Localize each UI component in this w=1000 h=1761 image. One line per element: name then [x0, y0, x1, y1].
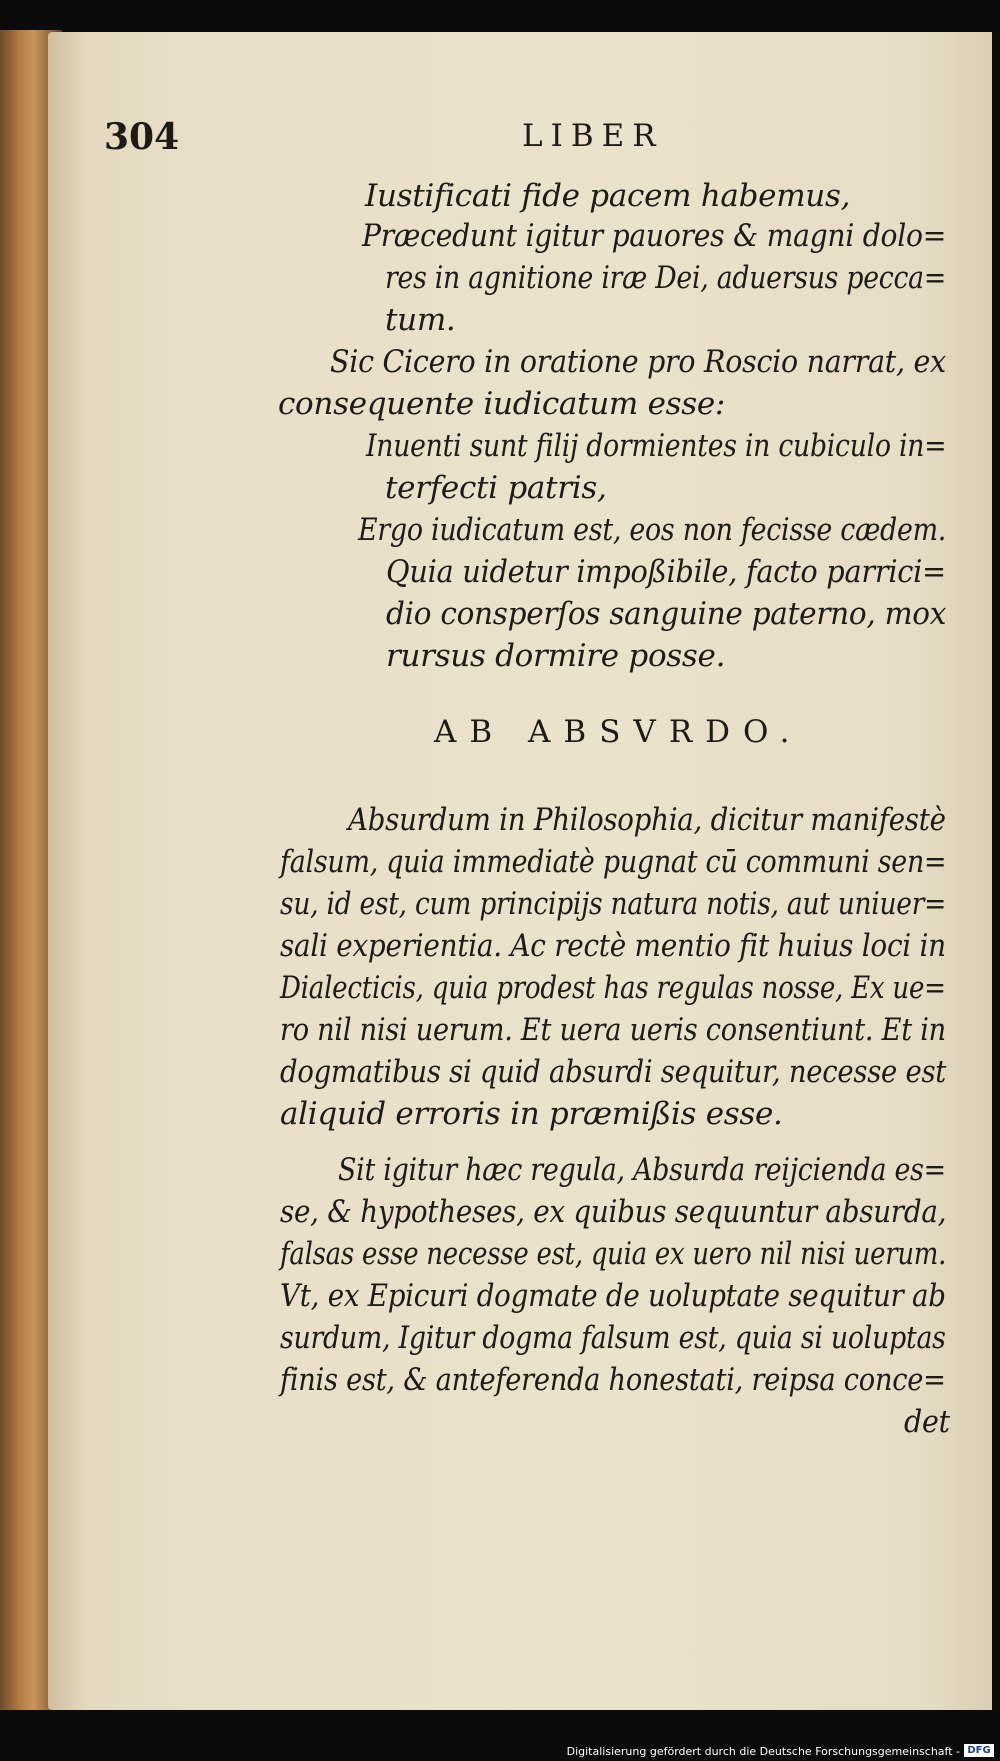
text-line: res in agnitione iræ Dei, aduersus pecca=: [385, 260, 946, 296]
text-line: Sit igitur hæc regula, Absurda reijcienda es=: [338, 1152, 946, 1188]
page-number: 304: [104, 116, 180, 158]
text-line: consequente iudicatum esse:: [278, 386, 726, 422]
catchword: det: [904, 1404, 950, 1440]
section-heading: AB ABSVRDO.: [434, 714, 803, 750]
text-line: aliquid erroris in præmißis esse.: [280, 1096, 783, 1132]
text-line: falsum, quia immediatè pugnat cū communi sen=: [280, 844, 947, 880]
dfg-logo: DFG: [964, 1744, 994, 1757]
text-line: surdum, Igitur dogma falsum est, quia si uoluptas: [280, 1320, 946, 1356]
text-line: Præcedunt igitur pauores & magni dolo=: [362, 218, 947, 254]
text-line: falsas esse necesse est, quia ex uero nil nisi uerum.: [280, 1236, 947, 1272]
text-line: Quia uidetur impoßibile, facto parrici=: [386, 554, 946, 590]
text-line: se, & hypotheses, ex quibus sequuntur absurda,: [280, 1194, 947, 1230]
text-line: finis est, & anteferenda honestati, reipsa conce=: [280, 1362, 946, 1398]
text-line: rursus dormire posse.: [386, 638, 726, 674]
text-line: dogmatibus si quid absurdi sequitur, necesse est: [280, 1054, 947, 1090]
text-line: Sic Cicero in oratione pro Roscio narrat, ex: [330, 344, 946, 380]
footer-credit: Digitalisierung gefördert durch die Deutsche Forschungsgemeinschaft -: [566, 1745, 960, 1758]
running-head: LIBER: [522, 118, 664, 154]
text-line: sali experientia. Ac rectè mentio fit huius loci in: [280, 928, 946, 964]
text-line: terfecti patris,: [385, 470, 607, 506]
text-line: tum.: [385, 302, 456, 338]
text-line: Vt, ex Epicuri dogmate de uoluptate sequitur ab: [280, 1278, 946, 1314]
text-line: ro nil nisi uerum. Et uera ueris consentiunt. Et in: [280, 1012, 946, 1048]
text-line: dio consperſos sanguine paterno, mox: [386, 596, 947, 632]
text-line: Inuenti sunt filij dormientes in cubiculo in=: [366, 428, 947, 464]
text-line: Dialecticis, quia prodest has regulas nosse, Ex ue=: [280, 970, 946, 1006]
text-line: Absurdum in Philosophia, dicitur manifestè: [348, 802, 946, 838]
text-line: su, id est, cum principijs natura notis, aut uniuer=: [280, 886, 947, 922]
footer-bar: [0, 1739, 1000, 1761]
text-line: Iustificati fide pacem habemus,: [365, 178, 851, 214]
text-line: Ergo iudicatum est, eos non fecisse cædem.: [358, 512, 947, 548]
